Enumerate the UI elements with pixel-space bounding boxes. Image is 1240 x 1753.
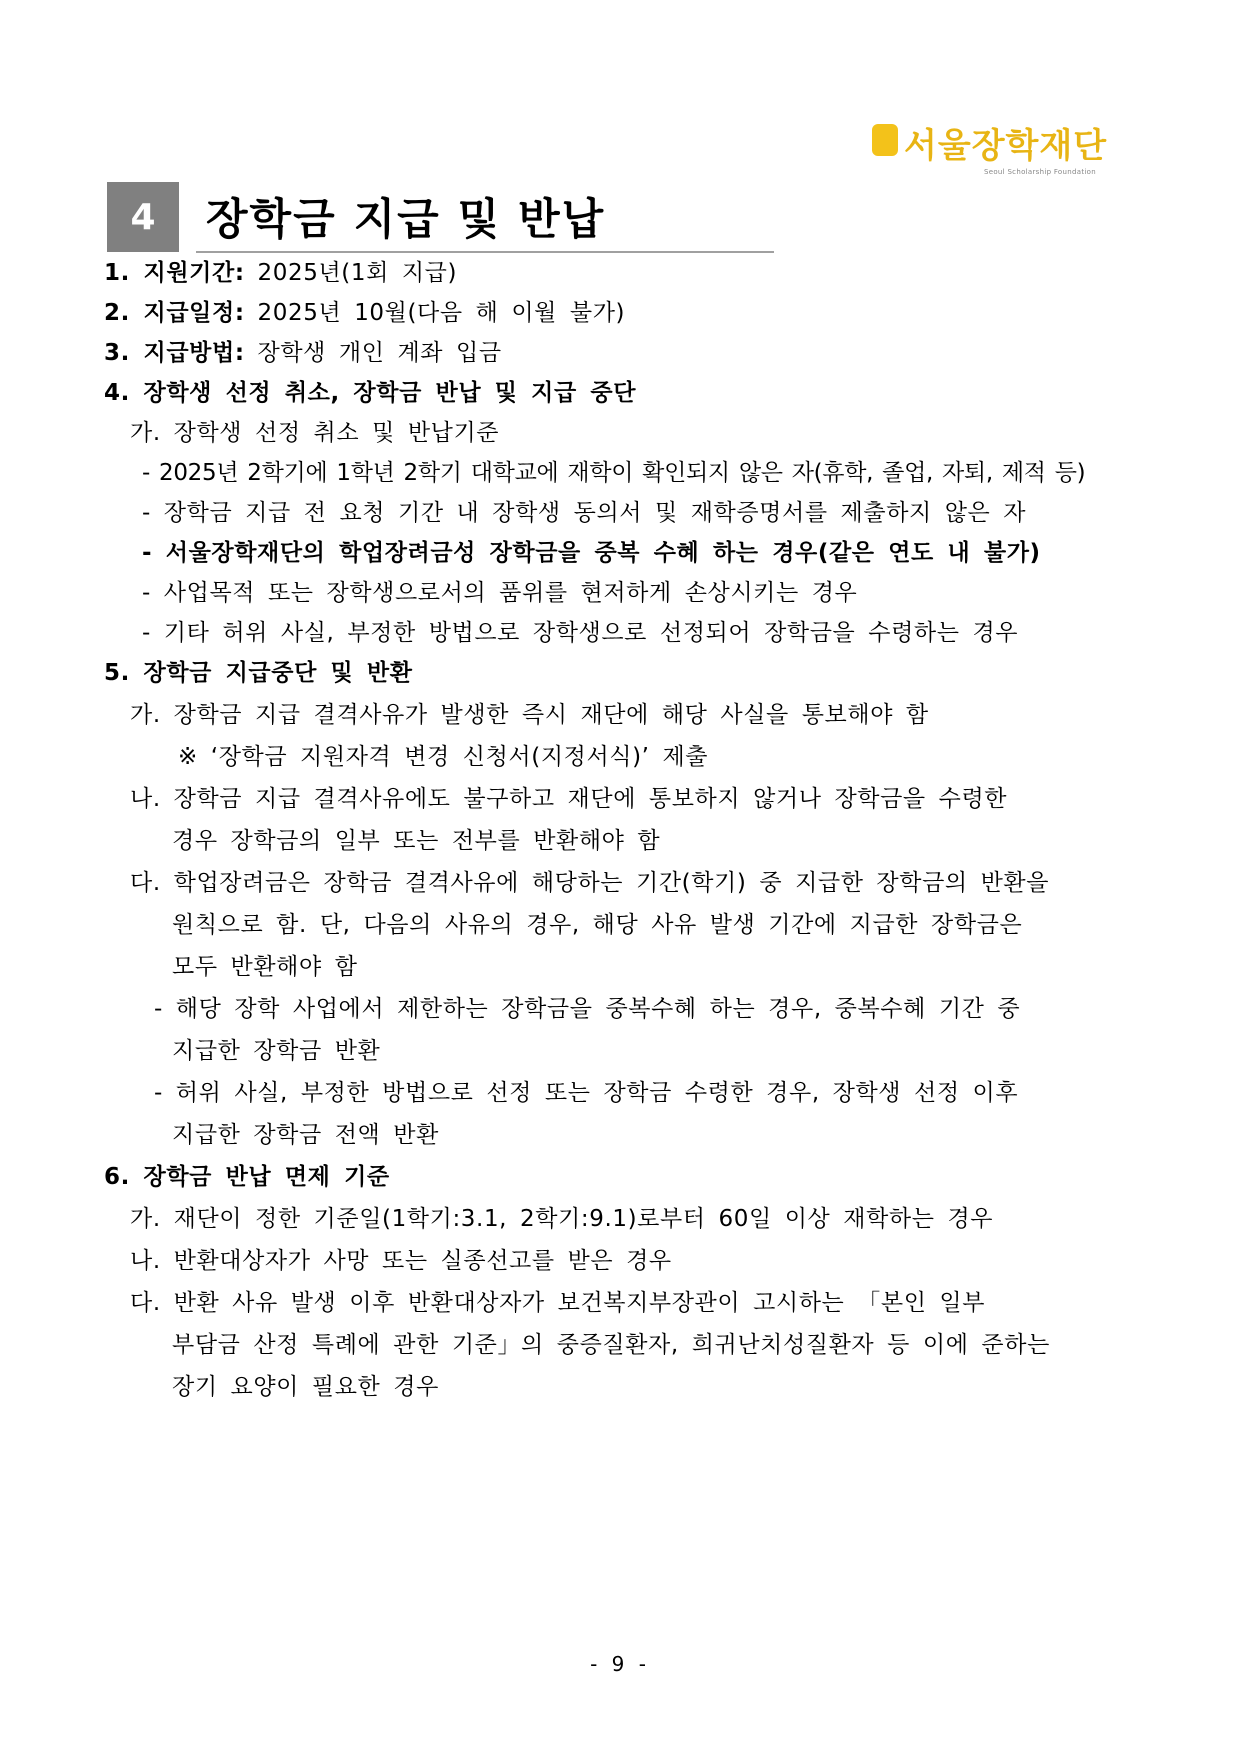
heading-exemption: 6. 장학금 반납 면제 기준 xyxy=(104,1164,390,1190)
exemption-item-cont: 부담금 산정 특례에 관한 기준」의 중증질환자, 희귀난치성질환자 등 이에 준하는 xyxy=(172,1332,1050,1358)
note-form: ※ ‘장학금 지원자격 변경 신청서(지정서식)’ 제출 xyxy=(178,744,709,770)
criteria-item-duplicate: - 서울장학재단의 학업장려금성 장학금을 중복 수혜 하는 경우(같은 연도 내 불가) xyxy=(142,540,1041,566)
logo-subtext: Seoul Scholarship Foundation xyxy=(984,168,1096,176)
exemption-item: 다. 반환 사유 발생 이후 반환대상자가 보건복지부장관이 고시하는 「본인 일부 xyxy=(130,1290,986,1316)
item-payment-method xyxy=(104,338,502,368)
refund-case: - 허위 사실, 부정한 방법으로 선정 또는 장학금 수령한 경우, 장학생 선정 이후 xyxy=(154,1080,1019,1106)
sub-item-cancellation-criteria: 가. 장학생 선정 취소 및 반납기준 xyxy=(130,420,500,446)
criteria-item: - 장학금 지급 전 요청 기간 내 장학생 동의서 및 재학증명서를 제출하지 않은 자 xyxy=(142,500,1027,526)
sub-item-principle: 다. 학업장려금은 장학금 결격사유에 해당하는 기간(학기) 중 지급한 장학금의 반환을 xyxy=(130,870,1050,896)
item-label: 3. 지급방법: xyxy=(104,340,245,366)
item-text: 2025년 10월(다음 해 이월 불가) xyxy=(244,300,626,326)
exemption-item-cont: 장기 요양이 필요한 경우 xyxy=(172,1374,439,1400)
exemption-item: 가. 재단이 정한 기준일(1학기:3.1, 2학기:9.1)로부터 60일 이상 재학하는 경우 xyxy=(130,1206,994,1232)
item-text: 2025년(1회 지급) xyxy=(244,260,458,286)
sub-item-principle-cont: 모두 반환해야 함 xyxy=(172,954,358,980)
sub-item-refund-cont: 경우 장학금의 일부 또는 전부를 반환해야 함 xyxy=(172,828,661,854)
criteria-item: - 사업목적 또는 장학생으로서의 품위를 현저하게 손상시키는 경우 xyxy=(142,580,858,606)
item-label: 2. 지급일정: xyxy=(104,300,245,326)
heading-cancellation: 4. 장학생 선정 취소, 장학금 반납 및 지급 중단 xyxy=(104,380,637,406)
sub-item-refund: 나. 장학금 지급 결격사유에도 불구하고 재단에 통보하지 않거나 장학금을 수령한 xyxy=(130,786,1008,812)
refund-case: - 해당 장학 사업에서 제한하는 장학금을 중복수혜 하는 경우, 중복수혜 기간 중 xyxy=(154,996,1021,1022)
refund-case-cont: 지급한 장학금 전액 반환 xyxy=(172,1122,439,1148)
item-support-period xyxy=(104,258,457,288)
criteria-item: - 2025년 2학기에 1학년 2학기 대학교에 재학이 확인되지 않은 자(휴학, 졸업, 자퇴, 제적 등) xyxy=(142,460,1086,486)
foundation-logo xyxy=(872,124,1108,182)
section-divider xyxy=(196,251,774,253)
sub-item-principle-cont: 원칙으로 함. 단, 다음의 사유의 경우, 해당 사유 발생 기간에 지급한 장학금은 xyxy=(172,912,1023,938)
refund-case-cont: 지급한 장학금 반환 xyxy=(172,1038,381,1064)
item-text: 장학생 개인 계좌 입금 xyxy=(244,340,502,366)
item-payment-schedule xyxy=(104,298,625,328)
seal-icon xyxy=(872,124,898,156)
heading-suspension: 5. 장학금 지급중단 및 반환 xyxy=(104,660,413,686)
section-title: 장학금 지급 및 반납 xyxy=(206,195,606,245)
logo-text: 서울장학재단 xyxy=(904,126,1108,166)
section-number: 4 xyxy=(107,182,179,252)
sub-item-notify: 가. 장학금 지급 결격사유가 발생한 즉시 재단에 해당 사실을 통보해야 함 xyxy=(130,702,929,728)
item-label: 1. 지원기간: xyxy=(104,260,245,286)
page-number: - 9 - xyxy=(590,1652,650,1676)
exemption-item: 나. 반환대상자가 사망 또는 실종선고를 받은 경우 xyxy=(130,1248,672,1274)
criteria-item: - 기타 허위 사실, 부정한 방법으로 장학생으로 선정되어 장학금을 수령하는 경우 xyxy=(142,620,1019,646)
